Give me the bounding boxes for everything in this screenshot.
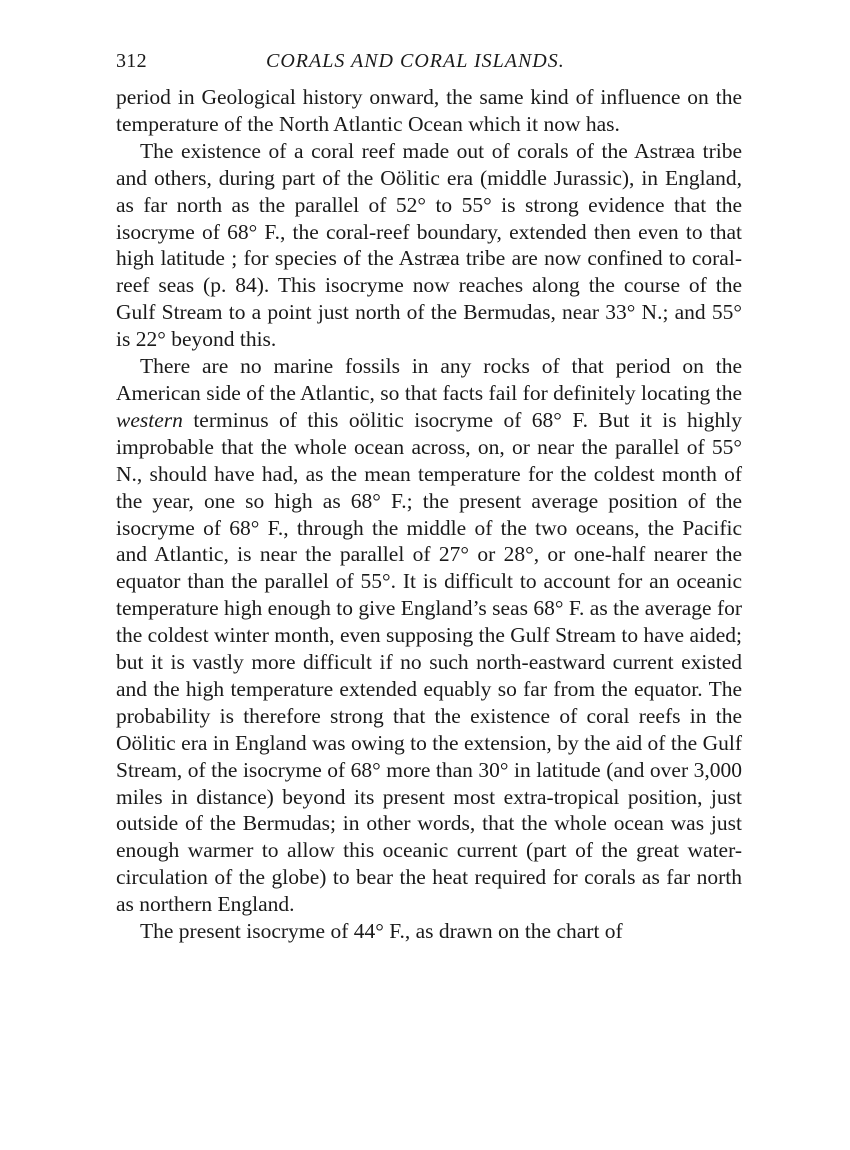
paragraph-isocryme-44: The present isocryme of 44° F., as drawn on the chart of: [140, 919, 623, 944]
running-head: [116, 44, 742, 84]
paragraph-text-end: terminus of this oölitic isocryme of 68° F. But it is highly improbable that the whole ocean across, on, or near the parallel of 55° N., should have had, as the mean temperature for the coldest month of the year, one so high as 68° F.; the present average position of the isocryme of 68° F., through the middle of the two oceans, the Pacific and Atlantic, is near the parallel of 27° or 28°, or one-half nearer the equator than the parallel of 55°. It is difficult to account for an oceanic temperature high enough to give England’s seas 68° F. as the average for the coldest winter month, even supposing the Gulf Stream to have aided; but it is vastly more difficult if no such north-eastward current existed and the high temperature extended equably so far from the equator. The probability is therefore strong that the existence of coral reefs in the Oölitic era in England was owing to the extension, by the aid of the Gulf Stream, of the isocryme of 68° more than 30° in latitude (and over 3,000 miles in distance) beyond its present most extra-tropical position, just outside of the Bermudas; in other words, that the whole ocean was just enough warmer to allow this oceanic current (part of the great water-circulation of the globe) to bear the heat required for corals as far north as northern England.: [116, 407, 743, 917]
paragraph-continued: period in Geological history onward, the same kind of influence on the temperature of the North Atlantic Ocean which it now has.: [116, 85, 742, 136]
page-number: 312: [116, 50, 147, 72]
body-text: [116, 84, 742, 945]
running-title: CORALS AND CORAL ISLANDS.: [266, 50, 565, 72]
book-page: [116, 44, 742, 945]
paragraph-oolitic-reef: The existence of a coral reef made out of corals of the Astræa tribe and others, during part of the Oölitic era (middle Jurassic), in England, as far north as the parallel of 52° to 55° is strong evidence that the isocryme of 68° F., the coral-reef boundary, extended then even to that high latitude ; for species of the Astræa tribe are now confined to coral-reef seas (p. 84). This isocryme now reaches along the course of the Gulf Stream to a point just north of the Bermudas, near 33° N.; and 55° is 22° beyond this.: [116, 138, 742, 352]
emphasis-western: western: [116, 407, 183, 432]
paragraph-western-terminus: [116, 353, 742, 918]
paragraph-text-start: There are no marine fossils in any rocks of that period on the American side of the Atlantic, so that facts fail for definitely locating the: [116, 354, 742, 405]
